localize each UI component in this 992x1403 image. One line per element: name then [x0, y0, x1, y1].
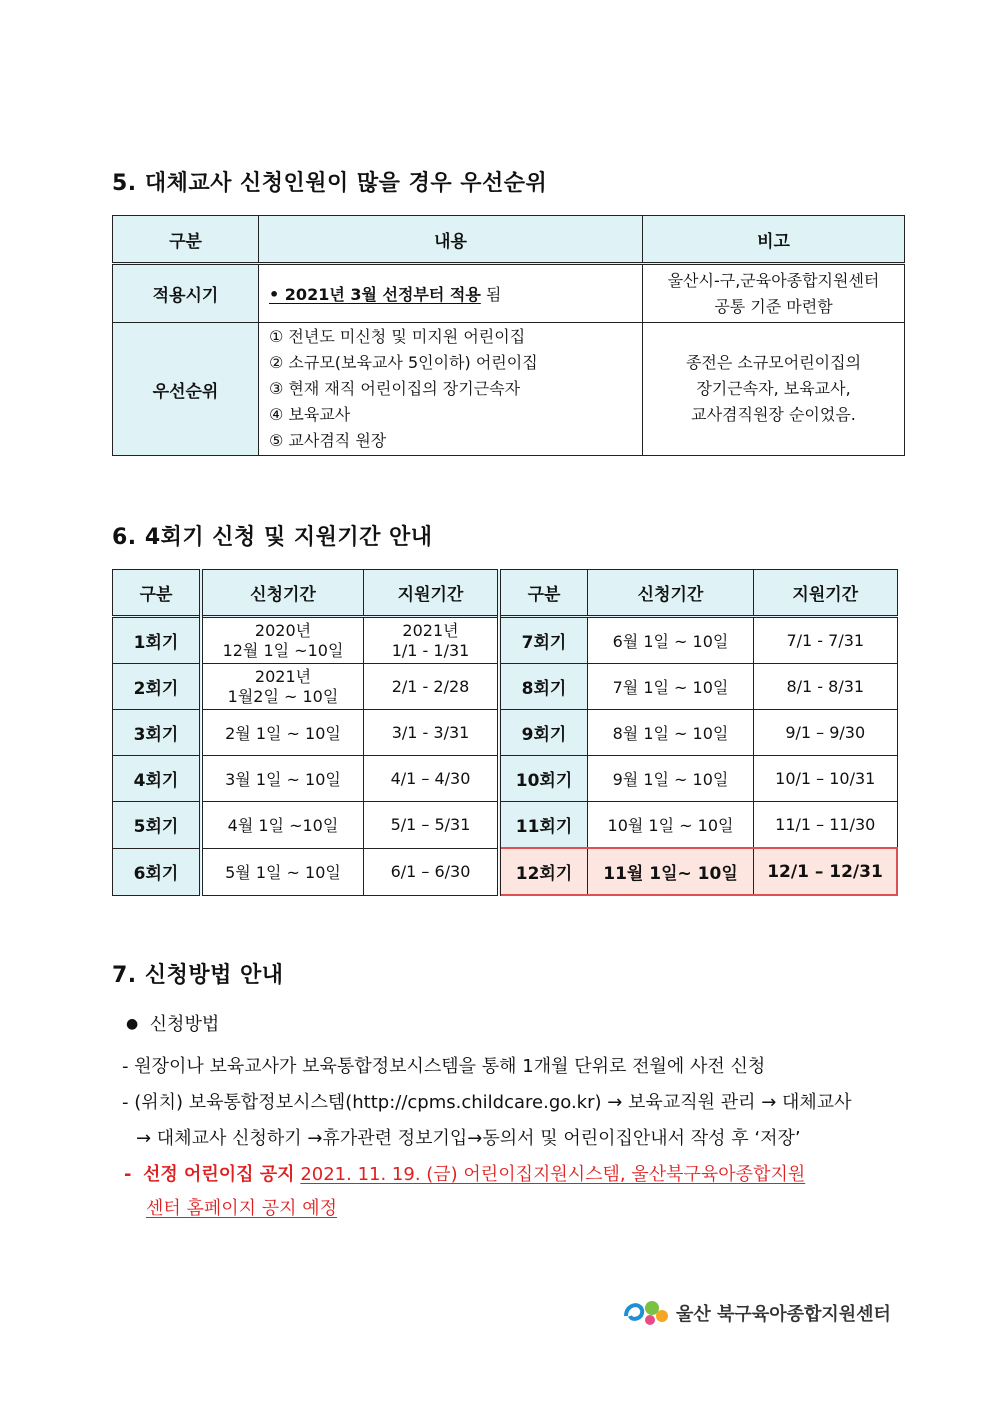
header-round-left: 구분 — [113, 570, 202, 617]
apply-left — [201, 617, 364, 664]
header-content: 내용 — [259, 216, 643, 264]
support-right — [754, 664, 898, 710]
cell-text: 5회기 — [133, 817, 179, 838]
round-left — [113, 848, 202, 895]
header-apply-left: 신청기간 — [201, 570, 364, 617]
apply-left — [201, 802, 364, 849]
apply-time-content — [259, 264, 643, 323]
cell-text: 1회기 — [133, 633, 179, 653]
table-row — [113, 802, 898, 849]
support-left — [364, 617, 500, 664]
apply-left — [201, 710, 364, 756]
list-item: ① 전년도 미신청 및 미지원 어린이집 — [269, 327, 526, 346]
cell-text: 6회기 — [133, 864, 179, 884]
support-left — [364, 710, 500, 756]
cell-text: 11회기 — [515, 817, 573, 837]
round-left — [113, 617, 202, 664]
cell-text: 2021년 — [402, 620, 459, 640]
support-right — [754, 848, 898, 895]
apply-right — [588, 664, 754, 710]
cell-text: 2021년 — [254, 666, 312, 686]
round-left — [113, 710, 202, 756]
apply-left — [201, 756, 364, 802]
note-line: 울산시-구,군육아종합지원센터 — [667, 270, 880, 290]
row-label-apply-time: 적용시기 — [113, 264, 259, 323]
cell-text: 7월 1일 ~ 10일 — [612, 678, 729, 697]
note-line: 공통 기준 마련함 — [714, 296, 833, 316]
cell-text: 10월 1일 ~ 10일 — [607, 816, 734, 835]
round-right — [499, 802, 588, 849]
table-row — [113, 848, 898, 895]
list-item: ② 소규모(보육교사 5인이하) 어린이집 — [269, 353, 538, 372]
header-apply-right: 신청기간 — [588, 570, 754, 617]
cell-text: 10/1 – 10/31 — [775, 769, 876, 788]
section5-heading: 5. 대체교사 신청인원이 많을 경우 우선순위 — [112, 171, 548, 196]
support-right — [754, 802, 898, 849]
method-line-2: - (위치) 보육통합정보시스템(http://cpms.childcare.go.kr) → 보육교직원 관리 → 대체교사 — [122, 1092, 852, 1113]
round-right — [499, 848, 588, 895]
table-row — [113, 710, 898, 756]
cell-text: 2020년 — [254, 620, 312, 640]
cell-text: 5/1 – 5/31 — [390, 815, 471, 835]
row-label-priority: 우선순위 — [113, 323, 259, 456]
cell-text: 4/1 – 4/30 — [390, 769, 471, 788]
priority-list — [259, 323, 643, 456]
notice-line — [124, 1160, 805, 1186]
cell-text: 3/1 - 3/31 — [391, 723, 470, 742]
cell-text: 9월 1일 ~ 10일 — [612, 770, 729, 789]
notice-line-2: 센터 홈페이지 공지 예정 — [146, 1198, 338, 1219]
round-left — [113, 756, 202, 802]
round-right — [499, 756, 588, 802]
bullet-dot-icon: ● — [126, 1016, 139, 1032]
note-line: 교사겸직원장 순이었음. — [691, 405, 856, 424]
apply-time-tail: 됨 — [480, 285, 502, 304]
round-right — [499, 664, 588, 710]
support-left — [364, 848, 500, 895]
apply-time-note — [643, 264, 905, 323]
round-left — [113, 802, 202, 849]
list-item: ③ 현재 재직 어린이집의 장기근속자 — [269, 379, 521, 398]
center-logo — [622, 1292, 892, 1332]
support-right — [754, 710, 898, 756]
cell-text: 1/1 - 1/31 — [391, 640, 470, 660]
method-line-1: - 원장이나 보육교사가 보육통합정보시스템을 통해 1개월 단위로 전월에 사전 신청 — [122, 1056, 766, 1077]
support-left — [364, 756, 500, 802]
section7-heading: 7. 신청방법 안내 — [112, 963, 284, 988]
apply-left — [201, 848, 364, 895]
cell-text: 4회기 — [133, 771, 179, 791]
round-left — [113, 664, 202, 710]
round-right — [499, 710, 588, 756]
support-right — [754, 617, 898, 664]
apply-right — [588, 848, 754, 895]
list-item: ④ 보육교사 — [269, 405, 351, 424]
section6-heading: 6. 4회기 신청 및 지원기간 안내 — [112, 525, 433, 550]
cell-text: 6월 1일 ~ 10일 — [612, 632, 729, 651]
cell-text: 1월2일 ~ 10일 — [227, 686, 339, 706]
bullet-item — [126, 1010, 219, 1036]
cell-text: 2월 1일 ~ 10일 — [225, 724, 341, 743]
cell-text: 8/1 - 8/31 — [786, 677, 865, 696]
support-left — [364, 802, 500, 849]
support-left — [364, 664, 500, 710]
cell-text: 3회기 — [133, 725, 179, 745]
cell-text: 11월 1일~ 10일 — [603, 864, 738, 884]
cell-text: 4월 1일 ~10일 — [227, 816, 339, 836]
notice-label: 선정 어린이집 공지 — [142, 1164, 295, 1185]
cell-text: 7/1 - 7/31 — [786, 631, 865, 650]
cell-text: 2회기 — [133, 679, 179, 699]
apply-right — [588, 710, 754, 756]
cell-text: 9/1 – 9/30 — [785, 723, 866, 742]
apply-left — [201, 664, 364, 710]
logo-mark-icon — [622, 1294, 672, 1330]
notice-text: 2021. 11. 19. (금) 어린이집지원시스템, 울산북구육아종합지원 — [300, 1164, 806, 1185]
method-line-3: → 대체교사 신청하기 →휴가관련 정보기입→동의서 및 어린이집안내서 작성 후 ‘저장’ — [136, 1128, 801, 1149]
support-right — [754, 756, 898, 802]
apply-right — [588, 802, 754, 849]
notice-dash: - — [124, 1164, 132, 1185]
cell-text: 9회기 — [521, 725, 567, 745]
cell-text: 10회기 — [515, 771, 573, 791]
priority-note — [643, 323, 905, 456]
table-row — [113, 756, 898, 802]
priority-table — [112, 215, 905, 456]
cell-text: 8회기 — [521, 679, 567, 699]
header-support-left: 지원기간 — [364, 570, 500, 617]
header-support-right: 지원기간 — [754, 570, 898, 617]
header-note: 비고 — [643, 216, 905, 264]
header-round-right: 구분 — [499, 570, 588, 617]
list-item: ⑤ 교사겸직 원장 — [269, 431, 387, 450]
round-right — [499, 617, 588, 664]
table-row — [113, 664, 898, 710]
cell-text: 8월 1일 ~ 10일 — [612, 724, 729, 743]
note-line: 장기근속자, 보육교사, — [696, 379, 851, 398]
apply-right — [588, 617, 754, 664]
cell-text: 12회기 — [515, 864, 573, 884]
cell-text: 5월 1일 ~ 10일 — [225, 863, 341, 882]
logo-text: 울산 북구육아종합지원센터 — [676, 1304, 891, 1325]
cell-text: 7회기 — [521, 633, 567, 653]
cell-text: 12/1 – 12/31 — [767, 861, 883, 882]
table-row — [113, 617, 898, 664]
cell-text: 3월 1일 ~ 10일 — [225, 770, 341, 789]
cell-text: 12월 1일 ~10일 — [222, 640, 344, 660]
cell-text: 11/1 – 11/30 — [775, 815, 876, 834]
note-line: 종전은 소규모어린이집의 — [685, 353, 862, 372]
apply-right — [588, 756, 754, 802]
bullet-label: 신청방법 — [149, 1014, 220, 1035]
apply-time-strong: • 2021년 3월 선정부터 적용 — [269, 285, 481, 304]
cell-text: 6/1 – 6/30 — [390, 862, 471, 881]
schedule-table — [112, 569, 898, 896]
cell-text: 2/1 - 2/28 — [391, 677, 470, 696]
header-category: 구분 — [113, 216, 259, 264]
